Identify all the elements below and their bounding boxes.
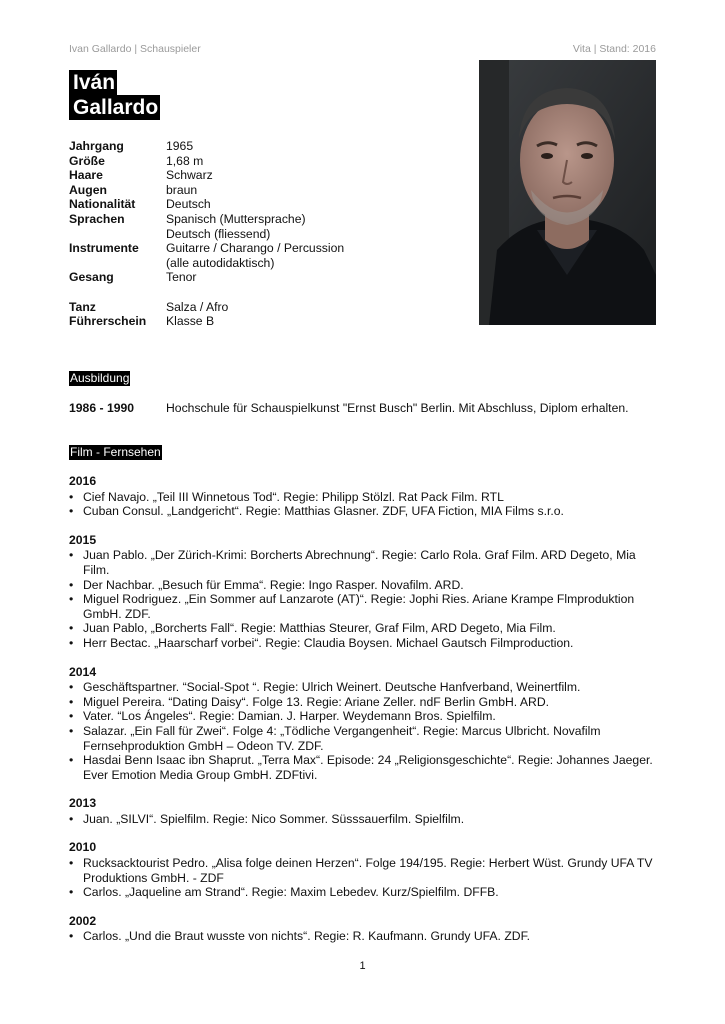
credit-text: Cuban Consul. „Landgericht“. Regie: Matthias Glasner. ZDF, UFA Fiction, MIA Films s.r.o. (83, 504, 564, 519)
education-text: Hochschule für Schauspielkunst "Ernst Busch" Berlin. Mit Abschluss, Diplom erhalten. (166, 401, 629, 415)
credit-text: Carlos. „Und die Braut wusste von nichts“. Regie: R. Kaufmann. Grundy UFA. ZDF. (83, 929, 531, 944)
fact-value: Klasse B (166, 314, 215, 329)
bullet-icon: • (69, 885, 74, 900)
bullet-icon: • (69, 635, 74, 650)
credit-text: Rucksacktourist Pedro. „Alisa folge deinen Herzen“. Folge 194/195. Regie: Herbert Wüst. Grundy UFA TV Produktions GmbH. - ZDF (83, 856, 653, 885)
fact-label: Jahrgang (69, 139, 124, 153)
fact-row (69, 314, 344, 329)
fact-label: Instrumente (69, 241, 139, 256)
year-block (69, 474, 659, 519)
bullet-icon: • (69, 504, 74, 519)
year-heading: 2015 (69, 532, 97, 547)
bullet-icon: • (69, 811, 74, 826)
year-heading: 2016 (69, 474, 97, 488)
bullet-icon: • (69, 753, 74, 768)
credit-item (69, 753, 659, 782)
year-block (69, 914, 659, 944)
credit-text: Juan Pablo, „Borcherts Fall“. Regie: Matthias Steurer, Graf Film, ARD Degeto, Mia Film. (83, 621, 556, 636)
portrait-photo (479, 60, 656, 325)
fact-value: Tenor (166, 270, 197, 285)
year-block (69, 796, 659, 826)
credit-item (69, 885, 659, 900)
fact-row (69, 139, 344, 154)
bullet-icon: • (69, 577, 74, 592)
fact-row (69, 168, 344, 183)
bullet-icon: • (69, 680, 74, 695)
fact-value: 1,68 m (166, 153, 204, 168)
credit-text: Vater. “Los Ángeles“. Regie: Damian. J. Harper. Weydemann Bros. Spielfilm. (83, 709, 496, 724)
credit-text: Carlos. „Jaqueline am Strand“. Regie: Maxim Lebedev. Kurz/Spielfilm. DFFB. (83, 885, 499, 900)
credit-item (69, 812, 659, 827)
fact-value: Schwarz (166, 168, 213, 183)
actor-name (69, 70, 160, 120)
portrait-illustration (479, 60, 656, 325)
year-block (69, 533, 659, 651)
credit-item (69, 621, 659, 636)
bullet-icon: • (69, 723, 74, 738)
credit-item (69, 929, 659, 944)
credit-item (69, 680, 659, 695)
fact-row (69, 300, 344, 315)
fact-row (69, 154, 344, 169)
section-title-film: Film - Fernsehen (70, 445, 161, 459)
page-number: 1 (359, 960, 366, 972)
credit-item (69, 724, 659, 753)
year-heading: 2013 (69, 796, 97, 811)
fact-row (69, 270, 344, 285)
page-header-left: Ivan Gallardo | Schauspieler (69, 43, 201, 55)
bullet-icon: • (69, 856, 74, 871)
bullet-icon: • (69, 592, 74, 607)
credit-item (69, 490, 659, 505)
fact-value: 1965 (166, 139, 194, 153)
bullet-icon: • (69, 709, 74, 724)
year-block (69, 665, 659, 783)
year-heading: 2002 (69, 913, 97, 928)
bullet-icon: • (69, 929, 74, 944)
fact-label: Führerschein (69, 314, 147, 329)
bullet-icon: • (69, 489, 74, 504)
credit-text: Salazar. „Ein Fall für Zwei“. Folge 4: „Tödliche Vergangenheit“. Regie: Marcus Ulbricht. Novafilm Fernsehproduktion GmbH – Odeon TV. ZDF. (83, 723, 601, 753)
fact-row (69, 212, 344, 241)
fact-label: Nationalität (69, 197, 136, 212)
credit-text: Juan. „SILVI“. Spielfilm. Regie: Nico Sommer. Süsssauerfilm. Spielfilm. (83, 811, 465, 826)
fact-label: Tanz (69, 299, 96, 314)
actor-first-name: Iván (69, 70, 117, 95)
fact-label: Gesang (69, 270, 114, 285)
fact-label: Haare (69, 168, 103, 183)
credit-item (69, 695, 659, 710)
fact-row (69, 183, 344, 198)
bullet-icon: • (69, 694, 74, 709)
actor-last-name: Gallardo (69, 95, 160, 120)
fact-row (69, 197, 344, 212)
year-heading: 2010 (69, 840, 97, 855)
page-header-right: Vita | Stand: 2016 (572, 43, 656, 55)
fact-value: Salza / Afro (166, 299, 229, 314)
fact-label: Augen (69, 182, 107, 197)
credit-text: Juan Pablo. „Der Zürich-Krimi: Borcherts Abrechnung“. Regie: Carlo Rola. Graf Film. ARD Degeto, Mia Film. (83, 548, 636, 577)
credit-item (69, 504, 659, 519)
fact-label: Sprachen (69, 211, 125, 226)
education-years: 1986 - 1990 (69, 401, 135, 415)
credit-item (69, 856, 659, 885)
year-block (69, 840, 659, 899)
credit-item (69, 548, 659, 577)
fact-value: Guitarre / Charango / Percussion (alle autodidaktisch) (166, 241, 345, 270)
bullet-icon: • (69, 548, 74, 563)
credit-text: Cief Navajo. „Teil III Winnetous Tod“. Regie: Philipp Stölzl. Rat Pack Film. RTL (83, 489, 504, 504)
fact-value: Deutsch (166, 197, 211, 212)
credit-item (69, 578, 659, 593)
filmography-list (69, 474, 659, 958)
fact-value: braun (166, 182, 198, 197)
credit-text: Der Nachbar. „Besuch für Emma“. Regie: Ingo Rasper. Novafilm. ARD. (83, 577, 464, 592)
bullet-icon: • (69, 621, 74, 636)
credit-item (69, 709, 659, 724)
fact-value: Spanisch (Muttersprache) Deutsch (fliessend) (166, 211, 306, 241)
credit-text: Hasdai Benn Isaac ibn Shaprut. „Terra Max“. Episode: 24 „Religionsgeschichte“. Regie: Johannes Jaeger. Ever Emotion Media Group GmbH. ZDFtivi. (83, 753, 653, 782)
personal-facts (69, 139, 344, 329)
section-title-education: Ausbildung (70, 371, 130, 385)
education-entry (69, 401, 629, 416)
fact-label: Größe (69, 153, 105, 168)
credit-item (69, 592, 659, 621)
credit-text: Miguel Rodriguez. „Ein Sommer auf Lanzarote (AT)“. Regie: Jophi Ries. Ariane Krampe Flmproduktion GmbH. ZDF. (83, 592, 635, 621)
credit-item (69, 636, 659, 651)
credit-text: Geschäftspartner. “Social-Spot “. Regie: Ulrich Weinert. Deutsche Hanfverband, Weinertfilm. (83, 680, 581, 695)
year-heading: 2014 (69, 664, 97, 679)
fact-row (69, 241, 344, 270)
credit-text: Herr Bectac. „Haarscharf vorbei“. Regie: Claudia Boysen. Michael Gautsch Filmproduction. (83, 635, 574, 650)
credit-text: Miguel Pereira. “Dating Daisy“. Folge 13. Regie: Ariane Zeller. ndF Berlin GmbH. ARD. (83, 694, 550, 709)
